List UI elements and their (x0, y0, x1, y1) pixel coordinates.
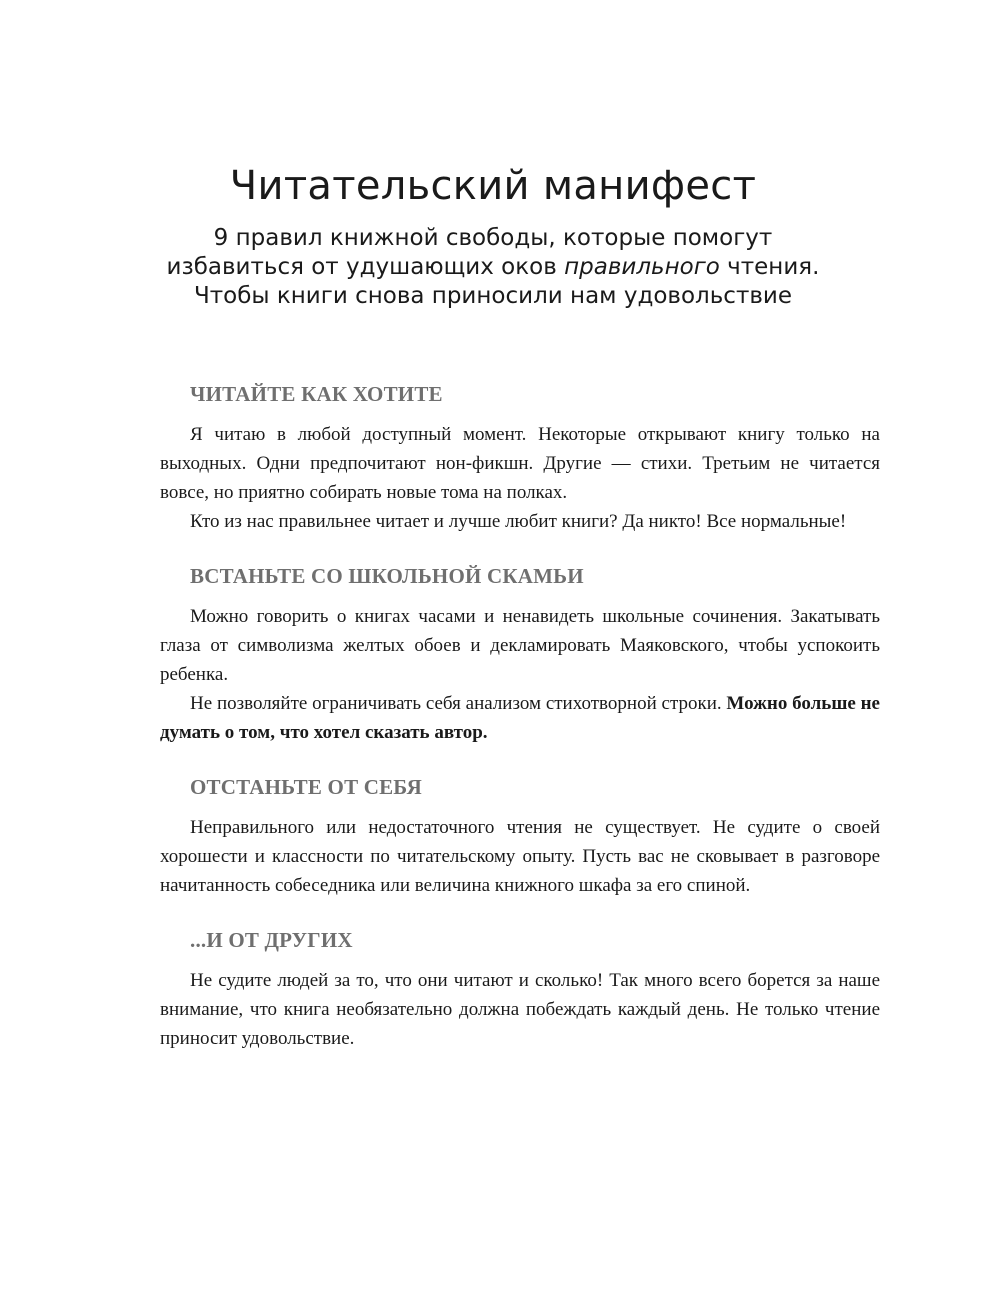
section-heading: ...И ОТ ДРУГИХ (190, 928, 353, 952)
subtitle-line-3: Чтобы книги снова приносили нам удовольствие (193, 283, 793, 309)
section-paragraph: Не судите людей за то, что они читают и сколько! Так много всего борется за наше внимание, что книга необязательно должна побеждать каждый день. Не только чтение приносит удовольствие. (160, 970, 880, 1049)
section-paragraph: Кто из нас правильнее читает и лучше любит книги? Да никто! Все нормальные! (190, 511, 847, 532)
manifesto-content (160, 380, 880, 1079)
subtitle-emphasis: правильного (564, 254, 720, 280)
section-leave-school-bench (160, 562, 880, 747)
section-heading: ОТСТАНЬТЕ ОТ СЕБЯ (190, 775, 423, 799)
subtitle-line-2-start: избавиться от удушающих оков (166, 254, 565, 280)
subtitle-line-2-end: чтения. (719, 254, 820, 280)
subtitle-line-1: 9 правил книжной свободы, которые помогут (213, 225, 773, 251)
section-paragraph: Я читаю в любой доступный момент. Некоторые открывают книгу только на выходных. Одни предпочитают нон-фикшн. Другие — стихи. Третьим не читается вовсе, но приятно собирать новые тома на полках. (160, 424, 880, 503)
section-read-as-you-like (160, 380, 880, 536)
paragraph-text: Не позволяйте ограничивать себя анализом стихотворной строки. (190, 693, 727, 714)
section-paragraph (160, 689, 880, 747)
section-heading: ВСТАНЬТЕ СО ШКОЛЬНОЙ СКАМЬИ (190, 564, 584, 588)
subtitle-line-2 (0, 253, 986, 282)
paragraph-bold-text: Можно больше не думать о том, что хотел сказать автор. (160, 693, 880, 743)
section-heading: ЧИТАЙТЕ КАК ХОТИТЕ (190, 382, 443, 406)
page-subtitle (0, 224, 986, 311)
section-and-others (160, 926, 880, 1053)
section-leave-yourself-alone (160, 773, 880, 900)
page-title: Читательский манифест (229, 163, 757, 209)
section-paragraph: Можно говорить о книгах часами и ненавидеть школьные сочинения. Закатывать глаза от символизма желтых обоев и декламировать Маяковского, чтобы успокоить ребенка. (160, 606, 880, 685)
section-paragraph: Неправильного или недостаточного чтения не существует. Не судите о своей хорошести и классности по читательскому опыту. Пусть вас не сковывает в разговоре начитанность собеседника или величина книжного шкафа за его спиной. (160, 817, 880, 896)
